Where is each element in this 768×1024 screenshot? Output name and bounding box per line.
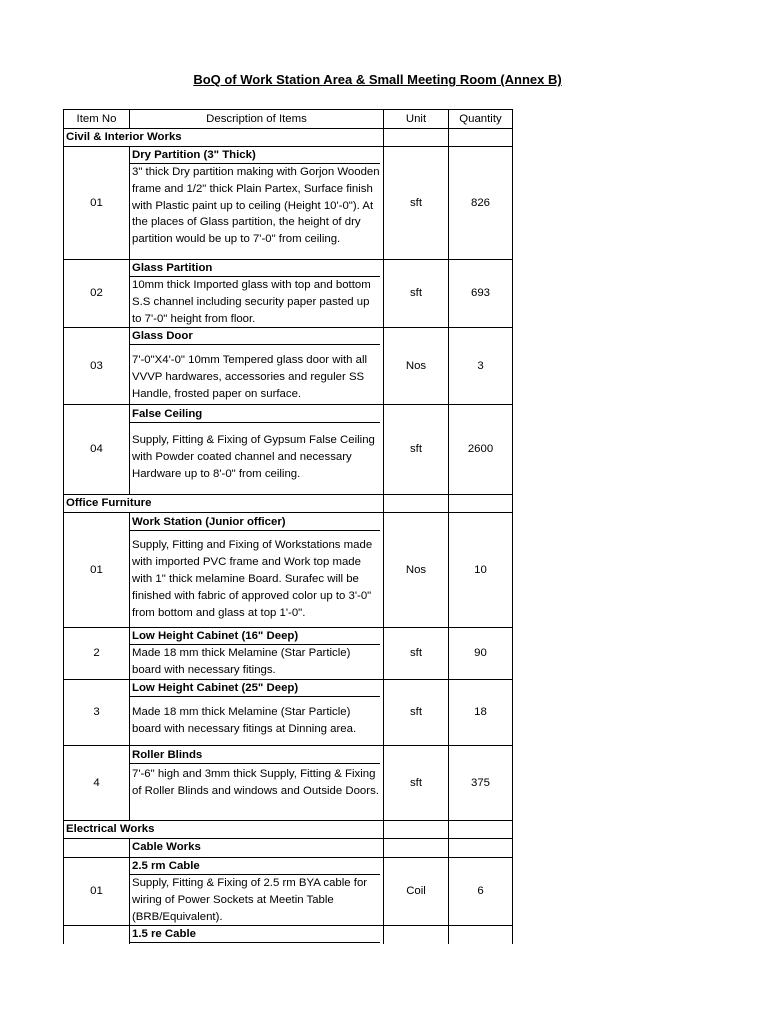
item-no: 01	[64, 857, 130, 925]
section-row	[64, 820, 513, 838]
item-quantity: 18	[449, 679, 513, 745]
header-item-no: Item No	[64, 110, 130, 129]
item-quantity: 826	[449, 147, 513, 260]
item-quantity: 693	[449, 260, 513, 328]
item-unit: Nos	[384, 513, 449, 628]
table-row	[64, 260, 513, 328]
item-description: 7'-0"X4'-0" 10mm Tempered glass door with all VVVP hardwares, accessories and reguler SS Handle, frosted paper on surface.	[132, 354, 368, 400]
item-unit: sft	[384, 260, 449, 328]
header-unit: Unit	[384, 110, 449, 129]
item-title: Roller Blinds	[130, 747, 380, 764]
table-row	[64, 628, 513, 680]
item-description: Supply, Fitting & Fixing of Gypsum False Ceiling with Powder coated channel and necessary Hardware up to 8'-0" from ceiling.	[132, 434, 375, 480]
section-furniture: Office Furniture	[64, 495, 384, 513]
table-row	[64, 838, 513, 857]
item-title: 1.5 re Cable	[130, 926, 380, 943]
table-row	[64, 857, 513, 925]
table-row	[64, 745, 513, 820]
item-title: False Ceiling	[130, 406, 380, 423]
item-title: Dry Partition (3" Thick)	[130, 147, 380, 164]
header-description: Description of Items	[130, 110, 384, 129]
item-unit: sft	[384, 628, 449, 680]
item-description: Supply, Fitting & Fixing of 2.5 rm BYA cable for wiring of Power Sockets at Meetin Table (BRB/Equivalent).	[132, 876, 368, 923]
item-no: 04	[64, 405, 130, 495]
item-title: Glass Partition	[130, 260, 380, 277]
item-no: 3	[64, 679, 130, 745]
item-description: 10mm thick Imported glass with top and bottom S.S channel including security paper pasted up to 7'-0" height from floor.	[132, 279, 371, 325]
item-quantity: 90	[449, 628, 513, 680]
table-row	[64, 147, 513, 260]
item-no: 02	[64, 260, 130, 328]
item-description: Made 18 mm thick Melamine (Star Particle) board with necessary fitings.	[132, 647, 351, 677]
item-no: 01	[64, 147, 130, 260]
item-quantity: 2600	[449, 405, 513, 495]
item-unit: sft	[384, 679, 449, 745]
item-quantity: 6	[449, 857, 513, 925]
item-title: Low Height Cabinet (25" Deep)	[130, 680, 380, 697]
table-row	[64, 926, 513, 945]
item-unit: sft	[384, 405, 449, 495]
item-unit: Nos	[384, 328, 449, 405]
document-title: BoQ of Work Station Area & Small Meeting Room (Annex B)	[193, 72, 562, 87]
item-unit: sft	[384, 147, 449, 260]
table-row	[64, 513, 513, 628]
item-unit: Coil	[384, 857, 449, 925]
item-description: 3" thick Dry partition making with Gorjon Wooden frame and 1/2" thick Plain Partex, Surface finish with Plastic paint up to ceiling (Height 10'-0"). At the places of Glass partition, the height of dry partition would be up to 7'-0" from ceiling.	[132, 166, 380, 246]
item-no: 01	[64, 513, 130, 628]
section-row	[64, 129, 513, 147]
item-no: 03	[64, 328, 130, 405]
header-quantity: Quantity	[449, 110, 513, 129]
item-no: 4	[64, 745, 130, 820]
item-description: Supply, Fitting and Fixing of Workstations made with imported PVC frame and Work top made with 1" thick melamine Board. Surafec will be finished with fabric of approved color up to 3'-0" from bottom and glass at top 1'-0".	[132, 539, 373, 619]
header-row	[64, 110, 513, 129]
item-unit: sft	[384, 745, 449, 820]
item-title: Cable Works	[132, 840, 201, 853]
item-quantity: 375	[449, 745, 513, 820]
item-title: Glass Door	[130, 328, 380, 345]
boq-table	[63, 109, 513, 944]
item-title: 2.5 rm Cable	[130, 858, 380, 875]
table-row	[64, 679, 513, 745]
section-electrical: Electrical Works	[64, 820, 384, 838]
item-description: Made 18 mm thick Melamine (Star Particle) board with necessary fitings at Dinning area.	[132, 705, 357, 735]
item-no: 2	[64, 628, 130, 680]
table-row	[64, 405, 513, 495]
item-title: Low Height Cabinet (16" Deep)	[130, 628, 380, 645]
item-description: 7'-6" high and 3mm thick Supply, Fitting & Fixing of Roller Blinds and windows and Outside Doors.	[132, 767, 379, 797]
item-quantity: 3	[449, 328, 513, 405]
item-quantity: 10	[449, 513, 513, 628]
item-title: Work Station (Junior officer)	[130, 514, 380, 531]
section-civil: Civil & Interior Works	[64, 129, 384, 147]
table-row	[64, 328, 513, 405]
section-row	[64, 495, 513, 513]
